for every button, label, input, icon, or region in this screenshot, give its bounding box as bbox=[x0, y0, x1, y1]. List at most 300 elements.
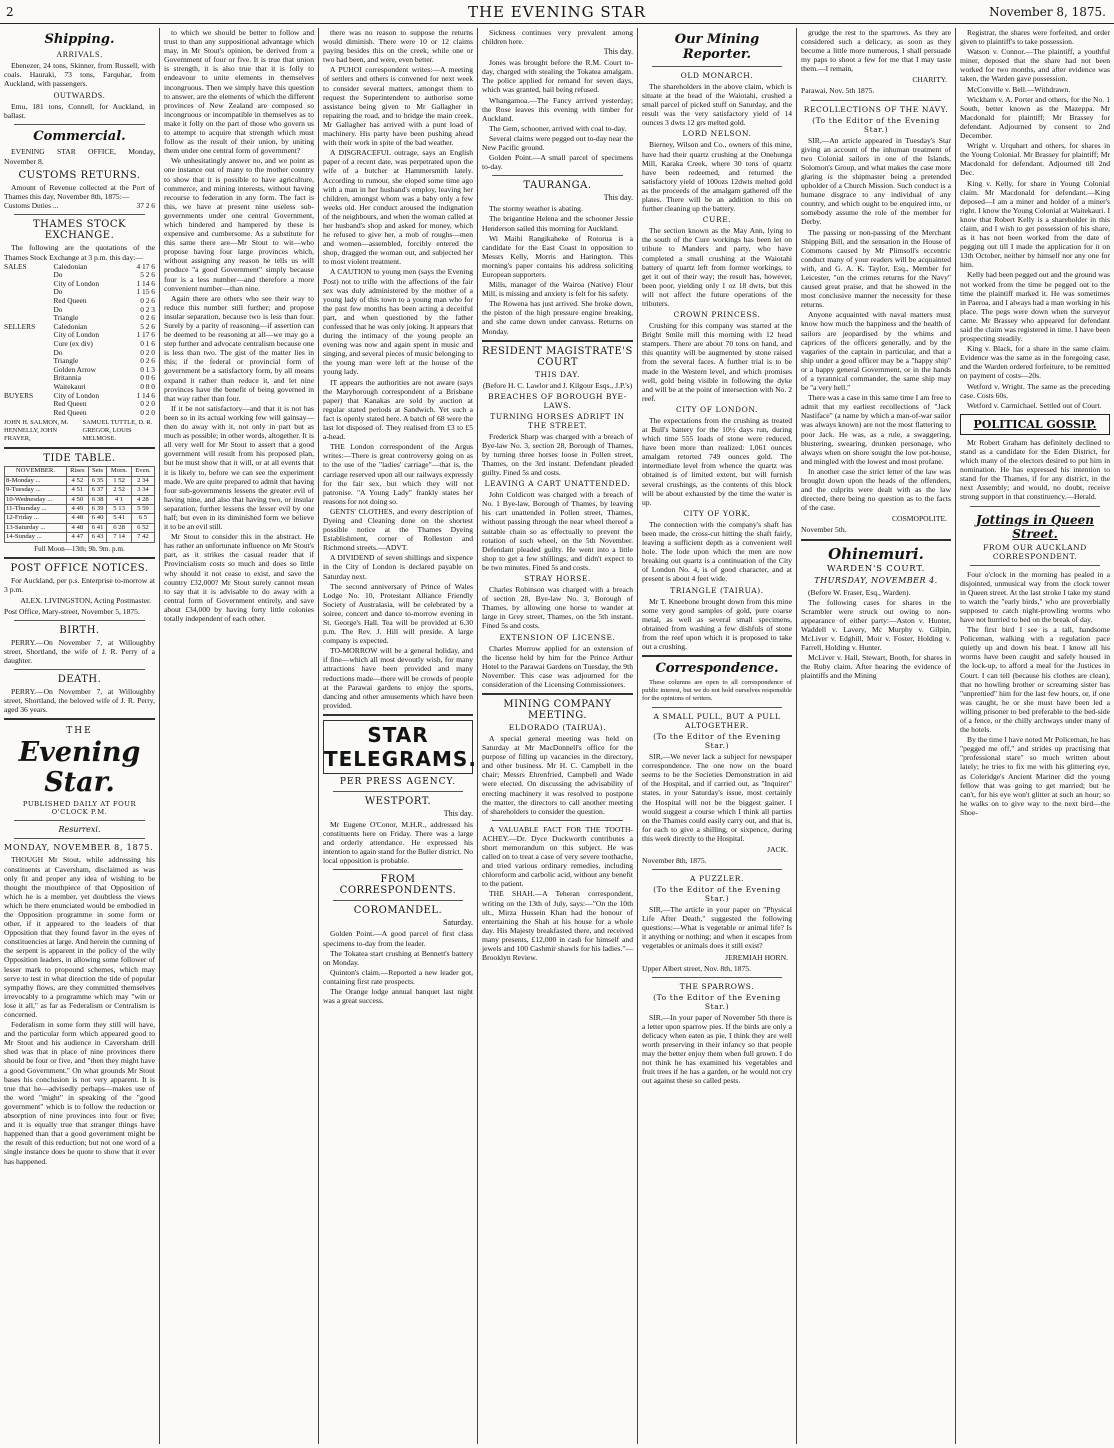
letter-signature: COSMOPOLITE. bbox=[891, 514, 947, 524]
leader-paragraph: to which we should be better to follow and trust to than any suppositional advantage which may, in Mr Stout's opinion, be derived from a Government of four or five. It is true that union is strength, it is also true that it is folly to endeavour to unite elements in themselves incongruous. Then we simply have this question to answer, are the elements of which the different provinces of New Zealand are composed so incongruous or incompatible in themselves as to make it folly on the part of those who govern us to attempt to acquire that strength which must follow as the result of their union, by uniting them under one central form of government? bbox=[164, 28, 314, 156]
exchange-price: 1 17 6 bbox=[136, 330, 155, 340]
ohinemuri-heading: Ohinemuri. bbox=[828, 544, 924, 563]
tide-cell: 6 40 bbox=[88, 514, 106, 523]
exchange-name: Caledonian bbox=[53, 321, 88, 331]
tide-cell: 5 59 bbox=[131, 504, 154, 513]
court-subheading: EXTENSION OF LICENSE. bbox=[499, 632, 616, 642]
tide-cell: 6 52 bbox=[131, 523, 154, 532]
divider bbox=[333, 791, 463, 792]
letter-text: Anyone acquainted with naval matters must know how much the happiness and the health of sailors are jeopardised by the whims and caprices of the officers generally, and by the vagaries of the captain in particular, and that a ship under a good officer may be a "happy ship" or a happy general Government, or in the hands of a tyrannical commander, the same ship may be "a very hell." bbox=[801, 310, 951, 393]
mine-report: The shareholders in the above claim, which is situate at the head of the Waiotahi, crushed a small parcel of picked stuff on Saturday, and the result was the very satisfactory yield of 14 ounces 3 dwts 12 grs melted gold. bbox=[642, 82, 792, 128]
divider bbox=[652, 707, 782, 708]
westport-date: This day. bbox=[443, 808, 473, 818]
table-row bbox=[4, 340, 155, 349]
page-number: 2 bbox=[6, 5, 14, 19]
exchange-group bbox=[4, 400, 53, 409]
tide-day: 14-Sunday ... bbox=[5, 533, 67, 542]
outwards-label: OUTWARDS. bbox=[53, 91, 106, 101]
divider bbox=[323, 714, 473, 716]
exchange-group bbox=[4, 374, 53, 383]
news-paragraph: IT appears the authorities are not aware (says the Maryborough correspondent of a Brisbane paper) that Kanakas are sold by auction at regular stated periods at Sandwich. Yet such a fact is openly stated here. A batch of 68 were the last lot disposed of. They realised from £3 to £5 a-head. bbox=[323, 377, 473, 442]
exchange-group: BUYERS bbox=[4, 390, 34, 400]
news-paragraph: A DIVIDEND of seven shillings and sixpence in the City of London is declared payable on Saturday next. bbox=[323, 553, 473, 581]
letter-signature: JEREMIAH HORN. bbox=[725, 952, 788, 962]
column-5 bbox=[637, 28, 796, 1444]
divider bbox=[333, 869, 463, 870]
tide-cell: 2 34 bbox=[131, 476, 154, 485]
letter-place: Upper Albert street, Nov. 8th, 1875. bbox=[642, 963, 751, 973]
court-subheading: TURNING HORSES ADRIFT IN THE STREET. bbox=[490, 411, 625, 430]
tide-header-row bbox=[5, 467, 155, 476]
tide-day: 11-Thursday ... bbox=[5, 504, 67, 513]
divider bbox=[14, 669, 145, 670]
news-paragraph: Jones was brought before the R.M. Court to-day, charged with stealing the Tokatea amalgam. The police applied for remand for seven days, which was granted, bail being refused. bbox=[482, 58, 633, 95]
table-row bbox=[5, 514, 155, 523]
officers-left: JOHN H. SALMON, M. HENNELLY, JOHN FRAYER, bbox=[4, 419, 69, 443]
court-text: King v. Kelly, for share in Young Colonial claim. Mr Macdonald for defendant.—King deposed—I am a miner and holder of a miner's right. I know the Young Colonial at Waitekauri. I know that Robert Kelly is a shareholder in this claim, and I wish to get possession of his share, as it has not been worked from the date of pegging out till I made the application for it on 13th October, neither by himself nor any one for him. bbox=[960, 178, 1110, 270]
arrivals-text: Ebenezer, 24 tons, Skinner, from Russell, with coals. Hauraki, 73 tons, Farquhar, from Auckland, with passengers. bbox=[4, 61, 155, 89]
mine-report: The section known as the May Ann, lying to the south of the Cure workings has been let on tribute to Manders and party, who have completed a small crushing at the Waiotahi battery of quartz left from former workings, to get it out of their way; the result has, however, been poor, yielding only 1 oz 18 dwts, but this will not affect the future operations of the tributers. bbox=[642, 226, 792, 308]
paper-title: THE EVENING STAR bbox=[467, 3, 647, 21]
leader-paragraph: Mr Stout to consider this in the abstract. He has rather an unfortunate influence on Mr Stout's part, as it strikes the casual reader that if Provincialism costs so much and does so little why should it not cease to exist, and save the country £32,000? Mr Stout surely cannot mean to say that it is advisable to do away with a central form of Government entirely, and save about £34,000 by having forty little colonies totally independent of each other. bbox=[164, 532, 314, 623]
toothache-text: A VALUABLE FACT FOR THE TOOTH-ACHEY.—Dr. Dyce Duckworth contributes a short memorandum on this subject. He was called on to treat a case of very severe toothache, and tried various ordinary remedies, including chloroform and carbolic acid, without any benefit to the patient. bbox=[482, 824, 633, 889]
tauranga-paragraph: Wi Maihi Rangikaheke of Rotorua is a candidate for the East Coast in opposition to Messrs Kelly, Morris and Harington. This morning's paper contains his address soliciting European supporters. bbox=[482, 233, 633, 279]
exchange-group bbox=[4, 306, 53, 315]
jottings-heading: Jottings in Queen Street. bbox=[975, 512, 1094, 541]
tide-cell: 4 51 bbox=[66, 486, 88, 495]
tide-cell: 4 48 bbox=[66, 523, 88, 532]
tide-cell: 5 13 bbox=[107, 504, 132, 513]
mine-report: The expectations from the crushing as treated at Bull's battery for the 10½ days run, during which time 555 loads of stone were reduced, have been more than realized: 1,061 ounces amalgam retorted 749 ounces gold. The intermediate level from whence the quartz was obtained is of limited extent, but will furnish several crushings, as the contents of this block will be about exhausted by the time the water is up. bbox=[642, 415, 792, 507]
news-paragraph: TO-MORROW will be a general holiday, and if fine—which all most devoutly wish, for many attractions have been provided and many reductions made—there will be crowds of people at the Parawai gardens to enjoy the sports, dancing and other amusements which have been provided. bbox=[323, 646, 473, 710]
political-gossip-heading: POLITICAL GOSSIP. bbox=[960, 414, 1110, 435]
court-text: Wickham v. A. Porter and others, for the No. 1 South, better known as the Mazeppa. Mr Macdonald for plaintiff; Mr Brassey for defendant. Adjourned by consent to 2nd December. bbox=[960, 94, 1110, 141]
letter-date: November 5th. bbox=[801, 525, 847, 535]
tide-heading: TIDE TABLE. bbox=[43, 453, 116, 465]
tide-cell: 4 50 bbox=[66, 495, 88, 504]
tide-day: 10-Wednesday ... bbox=[5, 495, 67, 504]
letter-place: Parawai, Nov. 5th 1875. bbox=[801, 86, 875, 96]
exchange-group bbox=[4, 271, 53, 280]
column-header: NOVEMBER. bbox=[5, 467, 67, 476]
column-header: Rises bbox=[66, 467, 88, 476]
news-paragraph: Golden Point.—A small parcel of specimens to-day. bbox=[482, 153, 633, 172]
exchange-group bbox=[4, 409, 53, 418]
outwards-text: Emu, 181 tons, Connell, for Auckland, in ballast. bbox=[4, 102, 155, 121]
tide-cell: 3 34 bbox=[131, 486, 154, 495]
exchange-name: Red Queen bbox=[53, 399, 87, 409]
exchange-price: 0 2 0 bbox=[140, 399, 155, 409]
divider bbox=[492, 820, 623, 821]
letter-text: SIR,—We never lack a subject for newspaper correspondence. The one now on the board seems to be the Societies Demonstration in aid of the Hospital, and if carried out, as "Inquirer" states, in your Saturday's issue, most certainly the Hospital will not be the biggest gainer. I would suggest a course which I think all parties on the Thames could easily carry out, and that is, for each to give a shilling, or sixpence, during this week directly to the Hospital. bbox=[642, 752, 792, 843]
tauranga-paragraph: The stormy weather is abating. bbox=[489, 204, 583, 214]
exchange-group bbox=[4, 340, 53, 349]
tide-cell: 1 52 bbox=[107, 476, 132, 485]
telegrams-heading: STAR TELEGRAMS. bbox=[323, 720, 473, 774]
divider bbox=[970, 506, 1100, 507]
exchange-name: City of London bbox=[53, 278, 100, 288]
tide-cell: 4 1 bbox=[107, 495, 132, 504]
jottings-paragraph: The first bird I see is a tall, handsome Policeman, walking with a regulation pace quietly up and down his beat. I know all his worms have been caught and safely housed in the lock-up, to afford a meal for the Justices in Court. I can tell (because his clothes are clean), that no howling brother or screaming sister has "unprettied" him for the last few hours, or, if one was caught, he or she must have been led a willing prisoner to bed preferable to the bed-side of a fence, or the chilly archways under many of the hotels. bbox=[960, 625, 1110, 735]
page-masthead bbox=[0, 0, 1114, 24]
exchange-price: 5 2 6 bbox=[140, 321, 155, 331]
tide-day: 13-Saturday ... bbox=[5, 523, 67, 532]
post-office-heading: POST OFFICE NOTICES. bbox=[10, 562, 149, 574]
divider bbox=[642, 655, 792, 657]
table-row bbox=[4, 409, 155, 418]
letter-text: grudge the rest to the sparrows. As they are considered such a delicacy, as soon as they become a little more numerous, I shall persuade my paps to shoot a few for me that I may taste them.—I remain, bbox=[801, 28, 951, 74]
court-date: THIS DAY. bbox=[535, 369, 580, 379]
table-row bbox=[4, 280, 155, 289]
issue-day: MONDAY, NOVEMBER 8, 1875. bbox=[4, 843, 154, 853]
column-6 bbox=[796, 28, 955, 1444]
letter-text: SIR,—The article in your paper on "Physical Life After Death," suggested the following questions:—What is vegetable or animal life? Is it anything or nothing; and when it escapes from vegetables or animals does it still exist? bbox=[642, 905, 792, 951]
tauranga-paragraph: Mills, manager of the Wairoa (Native) Flour Mill, is missing and anxiety is felt for his safety. bbox=[482, 280, 633, 299]
exchange-name: Waitekauri bbox=[53, 381, 86, 391]
court-text: Watson v. Connor.—The plaintiff, a youthful miner, deposed that the share had not been worked for two months, and after evidence was taken, the Warden gave possession. bbox=[960, 47, 1110, 84]
letter-to-editor: (To the Editor of the Evening Star.) bbox=[812, 115, 940, 134]
westport-text: Mr Eugene O'Conor, M.H.R., addressed his constituents here on Friday. There was a large and orderly attendance. He expressed his intention to again stand for the Buller district. No local opposition is probable. bbox=[323, 819, 473, 866]
issue-date: November 8, 1875. bbox=[989, 5, 1106, 19]
mine-heading: OLD MONARCH. bbox=[680, 71, 754, 80]
exchange-price: 4 17 6 bbox=[136, 261, 155, 271]
exchange-name: Do bbox=[53, 270, 63, 280]
exchange-name: Do bbox=[53, 347, 63, 357]
exchange-name: City of London bbox=[53, 390, 100, 400]
exchange-group bbox=[4, 280, 53, 289]
tide-cell: 6 5 bbox=[131, 514, 154, 523]
customs-row-label: Customs Duties ... bbox=[4, 200, 59, 210]
mine-heading: CITY OF YORK. bbox=[683, 508, 751, 518]
divider bbox=[14, 838, 145, 839]
divider bbox=[14, 214, 145, 215]
exchange-table bbox=[4, 263, 155, 418]
letter-to-editor: (To the Editor of the Evening Star.) bbox=[653, 885, 781, 904]
tide-cell: 7 14 bbox=[107, 533, 132, 542]
eldorado-subheading: ELDORADO (TAIRUA). bbox=[508, 722, 607, 732]
tide-day: 12-Friday ... bbox=[5, 514, 67, 523]
death-heading: DEATH. bbox=[57, 674, 102, 686]
mining-meeting-text: A special general meeting was held on Saturday at Mr MacDonnell's office for the purpose of filling up vacancies in the directory, and other business. Mr H. C. Campbell in the chair; Messrs Ehrenfried, Campbell and Wade were elected. On discussing the advisability of erecting machinery it was resolved to postpone the matter, the directors to call another meeting of shareholders to consider the question. bbox=[482, 733, 633, 816]
exchange-price: 1 14 6 bbox=[136, 278, 155, 288]
letter-text: SIR,—An article appeared in Tuesday's Star giving an account of the inhuman treatment of two Colonial sailors in one of the Islands, Solomon's Group, and what makes the case more glaring is the shipmaster being a pretended upholder of a Church Mission. Such conduct is a humane disgrace to any individual of any country, and which ought to be enquired into, or somebody assume the role of the member for Derby. bbox=[801, 135, 951, 227]
coromandel-paragraph: The Orange lodge annual banquet last night was a great success. bbox=[323, 986, 473, 1006]
divider bbox=[482, 693, 633, 695]
mine-report: The connection with the company's shaft has been made, the cross-cut hitting the shaft fairly, leaving a sufficient depth as a convenient well hole. The lode upon which the men are now breaking out quartz is a continuation of the City of London No. 4, is of good character, and at present is about 4 feet wide. bbox=[642, 519, 792, 584]
office-line: EVENING STAR OFFICE, Monday, November 8. bbox=[4, 147, 155, 166]
jottings-paragraph: Four o'clock in the morning has pealed in a disjointed, unmusical way from the clock tower in Queen street. At the last stroke I take my stand to watch the "early birds," who are proverbially supposed to catch night-prowling worms who have not hurried to bed on the break of day. bbox=[960, 569, 1110, 624]
column-1 bbox=[0, 28, 159, 1444]
tauranga-heading: TAURANGA. bbox=[523, 180, 592, 192]
mine-heading: TRIANGLE (TAIRUA). bbox=[670, 585, 764, 595]
court-text: Charles Robinson was charged with a breach of section 28, Bye-law No. 3, Borough of Thames, by allowing one horse to wander at large in Grey street, Thames, on the 5th instant. Fined 5s and costs. bbox=[482, 585, 633, 631]
news-paragraph: GENTS' CLOTHES, and every description of Dyeing and Cleaning done on the shortest possible notice at the Thames Dyeing Establishment, corner of Rolleston and Richmond streets.—ADVT. bbox=[323, 506, 473, 553]
warden-court-date: THURSDAY, NOVEMBER 4. bbox=[814, 575, 938, 585]
court-text: Kelly had been pegged out and the ground was not worked from the time he pegged out to the time the plaintiff marked it. He was sometimes in Paeroa, and I always had a man working in his place. The pegs were down when the surveyor came. Mr Brassey who appeared for defendant said the claim was registered in time. I have been prospecting steadily. bbox=[960, 270, 1110, 344]
divider bbox=[811, 100, 941, 101]
divider bbox=[482, 340, 633, 342]
exchange-name: Red Queen bbox=[53, 296, 87, 305]
letter-text: SIR,—In your paper of November 5th there is a letter upon sparrow pies. If the birds are only a delicacy when eaten as pie, I think they are well worth preserving in their infancy so that people may the better enjoy them when full grown. I do not think he has examined his vegetables and fruit trees if he has a garden, or he would not cry out against these so called pests. bbox=[642, 1012, 792, 1086]
letter-heading: A PUZZLER. bbox=[690, 874, 744, 884]
mine-report: Bierney, Wilson and Co., owners of this mine, have had their quartz crushing at the Onehunga Mill, Karaka Creek, where 30 tons of quartz have been redeemed, and returned the satisfactory yield of 100ozs 12dwts melted gold as the proceeds of the amalgam gathered off the plates. There will be an addition to this on further cleaning up the battery. bbox=[642, 140, 792, 214]
customs-row bbox=[4, 202, 155, 211]
divider bbox=[14, 620, 145, 621]
divider bbox=[4, 718, 155, 720]
post-office-text: For Auckland, per p.s. Enterprise to-morrow at 3 p.m. bbox=[4, 575, 155, 594]
leader-paragraph: If it be not satisfactory—and that it is not has been so in its actual working few will gainsay—then do away with it, not only in part but as much as possible; in other words, altogether. It is all very well for Mr Stout to assert that a good government will result from his proposed plan, but he must show that it will, or at all events that it is likely to, before we can see the experiment made. We are quite prepared to admit that having four sub-governments lessens the greater evil of having nine, and also that having two, or insular separation, further lessens the lesser evil by one half; but even in its diminished form we believe it to be an evil still. bbox=[164, 403, 314, 532]
divider bbox=[333, 900, 463, 901]
from-correspondents-heading: FROM CORRESPONDENTS. bbox=[339, 874, 457, 897]
court-text: McConville v. Bell.—Withdrawn. bbox=[967, 84, 1071, 94]
post-office-place: Post Office, Mary-street, November 5, 1875. bbox=[4, 606, 140, 616]
news-paragraph: Whangamoa.—The Fancy arrived yesterday; the Rose leaves this evening with timber for Auckland. bbox=[482, 95, 633, 123]
customs-text: Amount of Revenue collected at the Port of Thames this day, November 8th, 1875:— bbox=[4, 182, 155, 201]
westport-heading: WESTPORT. bbox=[364, 795, 432, 807]
court-bench: (Before H. C. Lawlor and J. Kilgour Esqs., J.P.'s) bbox=[482, 380, 633, 390]
mine-heading: CROWN PRINCESS. bbox=[673, 310, 761, 320]
tide-cell: 4 52 bbox=[66, 476, 88, 485]
tauranga-date: This day. bbox=[603, 193, 633, 203]
exchange-price: 0 2 6 bbox=[140, 296, 155, 305]
dateline: This day. bbox=[603, 47, 633, 57]
arrivals-label: ARRIVALS. bbox=[56, 50, 103, 59]
customs-heading: CUSTOMS RETURNS. bbox=[18, 169, 141, 181]
table-row bbox=[5, 495, 155, 504]
tide-cell: 2 52 bbox=[107, 486, 132, 495]
tide-day: 9-Tuesday ... bbox=[5, 486, 67, 495]
letter-signature: CHARITY. bbox=[912, 75, 947, 85]
tide-cell: 6 28 bbox=[107, 523, 132, 532]
exchange-group bbox=[4, 297, 53, 306]
coromandel-paragraph: Quinton's claim.—Reported a new leader got, containing first rate prospects. bbox=[323, 967, 473, 986]
exchange-group bbox=[4, 331, 53, 340]
exchange-name: Triangle bbox=[53, 313, 79, 323]
leader-paragraph: Federalism in some form they still will have, and the particular form which appeared good to Mr Stout and his audience in Caversham drill shed was that in place of nine provinces there should be four or five, and "then they might have a good Government." On what grounds Mr Stout bases his conclusion is not very apparent. It is true that he—advisedly perhaps—makes use of the word "might" in speaking of the "good government" which is to follow the reduction or absorption of nine provinces into four or five; and it is equally true that stranger things have happened than that a good government might be the result of this reduction; but not one word of a single instance does he quote to show that it ever has happened. bbox=[4, 1020, 155, 1166]
officers-right: SAMUEL TUTTLE, D. R. GREGOR, LOUIS MELMOSE. bbox=[82, 419, 153, 443]
masthead-the: THE bbox=[66, 726, 93, 737]
customs-table bbox=[4, 202, 155, 211]
tide-cell: 4 49 bbox=[66, 504, 88, 513]
exchange-price: 1 15 6 bbox=[136, 287, 155, 297]
letter-text: The passing or non-passing of the Merchant Shipping Bill, and the sensation in the House of Commons caused by Mr Plimsoll's eccentric conduct many of your readers will be acquainted with, and G. A. K. Taylor, Esq., Member for Leicester, "on the crimes returns for the Navy" caused great praise, and that he showed in the most conclusive manner the necessity for these returns. bbox=[801, 227, 951, 310]
exchange-name: Cure (ex div) bbox=[53, 338, 93, 348]
exchange-group bbox=[4, 357, 53, 366]
table-row bbox=[5, 533, 155, 542]
column-2 bbox=[159, 28, 318, 1444]
tide-day: 8-Monday ... bbox=[5, 476, 67, 485]
shipping-heading: Shipping. bbox=[44, 32, 115, 47]
tide-cell: 6 43 bbox=[88, 533, 106, 542]
birth-heading: BIRTH. bbox=[59, 624, 100, 636]
news-paragraph: THE London correspondent of the Argus writes:—There is great controversy going on as to the use of the "ladies' carriage"—that is, the carriage reserved upon all our railways expressly for the fair sex, but which they will not patronise. "A Young Lady" frankly states her reasons for not doing so. bbox=[323, 442, 473, 506]
exchange-heading: THAMES STOCK EXCHANGE. bbox=[32, 219, 127, 242]
table-row bbox=[5, 504, 155, 513]
exchange-price: 0 0 6 bbox=[140, 373, 155, 383]
court-text: King v. Black, for a share in the same claim. Evidence was the same as in the foregoing case, and the Warden ordered forfeiture, to be remitted on payment of costs—20s. bbox=[960, 344, 1110, 381]
exchange-name: Triangle bbox=[53, 356, 79, 366]
news-paragraph: A CAUTION to young men (says the Evening Post) not to trifle with the affections of the fair sex was duly administered by the mother of a young lady of this town to a young man who for the past few months has been acting a deceitful part, and when questioned by the father confessed that he was only joking. It appears that during the intimacy of the young people an evening was now and again spent in music and singing, and several pieces of music belonging to the young man were left at the house of the young lady. bbox=[323, 267, 473, 377]
column-header: Even. bbox=[131, 467, 154, 476]
exchange-name: Do bbox=[53, 304, 63, 314]
political-gossip-text: Mr Robert Graham has definitely declined to stand as a candidate for the Eden District, for which many of the electors desired to put him in nomination. He has expressed his intention to stand for the Thames, if for any district, in the next Assembly; and would, no doubt, receive strong support in that constituency.—Herald. bbox=[960, 437, 1110, 502]
exchange-price: 0 8 0 bbox=[140, 381, 155, 391]
news-paragraph: Several claims were pegged out to-day near the New Pacific ground. bbox=[482, 133, 634, 153]
divider bbox=[652, 66, 782, 67]
leader-paragraph: Again there are others who see their way to reduce this number still further; and propose insular separation, because two is less than four. Surely by a parity of reasoning—if assertion can be deemed to be reasoning at all—we may go a step further and advocate centralism because one is less than two. The gist of the matter lies in this; if the federal or provincial form of government be a satisfactory form, by all means expand it rather than reduce it, and let nine provinces have the benefit of being governed in that way rather than four. bbox=[164, 293, 314, 403]
court-subheading: STRAY HORSE. bbox=[524, 574, 591, 584]
court-text: Wright v. Urquhart and others, for shares in the Young Colonial. Mr Brassey for plaintiff; Mr Macdonald for defendant. Adjourned till 2nd Dec. bbox=[960, 141, 1110, 178]
divider bbox=[652, 977, 782, 978]
mine-heading: CITY OF LONDON. bbox=[675, 404, 759, 414]
court-text: Charles Morrow applied for an extension of the license held by him for the Prince Arthur Hotel to the Parawai Gardens on Tuesday, the 9th November. This case was adjourned for the consideration of the Licensing Commissioners. bbox=[482, 643, 633, 689]
death-text: PERRY.—On November 7, at Willoughby street, Shortland, the beloved wife of J. R. Perry, aged 36 years. bbox=[4, 687, 155, 715]
mine-report: Crushing for this company was started at the Bright Smile mill this morning with 12 head stampers. There are about 70 tons on hand, and this quantity will be augmented by stone raised from the several faces. A further trial is to be made in the Western level, and which promises well, gold being visible in following the dyke and will be at the point of intersection with No. 2 reef. bbox=[642, 321, 792, 403]
exchange-price: 0 2 0 bbox=[140, 407, 155, 417]
table-row bbox=[4, 297, 155, 306]
news-paragraph: The Gem, schooner, arrived with coal to-day. bbox=[489, 123, 627, 133]
mining-reporter-heading: Our Mining Reporter. bbox=[674, 32, 760, 62]
shah-text: THE SHAH.—A Teheran correspondent, writing on the 13th of July, says:—"On the 10th ult., Mirza Hussein Khan had the honour of entertaining the Shah at his house for a whole day. His Majesty breakfasted there, and received many presents, £12,000 in cash for himself and jewels and 100 Cashmir shawls for his ladies."—Brooklyn Review. bbox=[482, 889, 633, 963]
court-subheading: LEAVING A CART UNATTENDED. bbox=[484, 479, 631, 489]
divider bbox=[652, 869, 782, 870]
exchange-price: 0 2 6 bbox=[140, 356, 155, 366]
exchange-price: 5 2 6 bbox=[140, 270, 155, 280]
court-text: John Coldicott was charged with a breach of No. 1 Bye-law, Borough of Thames, by leaving his cart unattended in Pollen street, Thames, without passing through the near wheel thereof a suitable chain so as effectually to prevent the rotation of such wheel, on the 5th November. Defendant pleaded guilty. He went into a little shop to get a few shillings, and didn't expect to be two minutes. Fined 5s and costs. bbox=[482, 490, 633, 572]
coromandel-date: Saturday. bbox=[443, 918, 473, 928]
table-row bbox=[5, 523, 155, 532]
jottings-paragraph: By the time I have noted Mr Policeman, he has "pegged me off," and strides up practising that "professional stare" so much written about lately; he tries to fix me with his glittering eye, as Coleridge's Ancient Mariner did the young fellow that was going to get married; but he can't, for his eye won't glitter at such an hour; so he walks on to give way to the next bird—the Shoe- bbox=[960, 735, 1110, 817]
exchange-group: SELLERS bbox=[4, 321, 36, 331]
tauranga-paragraph: The brigantine Helena and the schooner Jessie Henderson sailed this morning for Auckland. bbox=[482, 214, 633, 233]
motto: Resurrexi. bbox=[58, 825, 101, 835]
court-text: (Before W. Fraser, Esq., Warden). bbox=[808, 587, 911, 597]
court-text: Registrar, the shares were forfeited, and order given to plaintiff's to take possession. bbox=[960, 28, 1110, 47]
exchange-name: City of London bbox=[53, 330, 100, 340]
letter-heading: A SMALL PULL, BUT A PULL ALTOGETHER. bbox=[653, 712, 781, 731]
tide-cell: 6 35 bbox=[88, 476, 106, 485]
court-subheading: BREACHES OF BOROUGH BYE-LAWS. bbox=[488, 391, 627, 410]
tauranga-paragraph: The Rowena has just arrived. She broke down, the piston of the high pressure engine breaking, and she came down under canvass. Returns on Monday. bbox=[482, 299, 633, 336]
divider bbox=[970, 565, 1100, 566]
exchange-price: 0 1 3 bbox=[140, 364, 155, 374]
exchange-name: Britannia bbox=[53, 373, 81, 383]
column-4 bbox=[477, 28, 637, 1444]
tide-cell: 4 28 bbox=[131, 495, 154, 504]
coromandel-paragraph: Golden Point.—A good parcel of first class specimens to-day from the leader. bbox=[323, 929, 473, 948]
letter-heading: THE SPARROWS. bbox=[679, 981, 755, 991]
tide-cell: 6 37 bbox=[88, 486, 106, 495]
court-text: The following cases for shares in the Scrambler were struck out owing to non-appearance of either party:—Aston v. Hunter, Waddell v. Lavery, Mc Murphy v. Gilpin, McLiver v. Edghill, Moir v. Foster, Holding v. Farrell, Holding v. Hunter. bbox=[801, 597, 951, 653]
letter-date: November 8th, 1875. bbox=[642, 856, 707, 865]
exchange-name: Do bbox=[53, 287, 63, 297]
column-header: Morn. bbox=[107, 467, 132, 476]
exchange-price: 1 14 6 bbox=[136, 390, 155, 400]
tide-cell: 4 47 bbox=[66, 533, 88, 542]
tide-cell: 5 41 bbox=[107, 514, 132, 523]
exchange-intro: The following are the quotations of the Thames Stock Exchange at 3 p.m. this day:— bbox=[4, 243, 155, 262]
exchange-price: 0 2 6 bbox=[140, 313, 155, 323]
court-text: McLiver v. Hall, Stewart, Booth, for shares in the Ruby claim. After hearing the evidence of plaintiffs and the Mining bbox=[801, 653, 951, 681]
court-text: Wetford v. Wright. The same as the preceding case. Costs 60s. bbox=[960, 381, 1110, 400]
letter-text: In another case the strict letter of the law was brought down upon the heads of the offenders, and the culprits were dealt with as the law directed, there being no question as to the facts of the case. bbox=[801, 466, 951, 513]
divider bbox=[14, 124, 145, 125]
mine-heading: CURE. bbox=[702, 215, 732, 225]
mining-meeting-heading: MINING COMPANY MEETING. bbox=[503, 698, 612, 721]
exchange-group bbox=[4, 366, 53, 375]
commercial-heading: Commercial. bbox=[33, 129, 126, 145]
exchange-group: SALES bbox=[4, 261, 27, 271]
post-office-signature: ALEX. LIVINGSTON, Acting Postmaster. bbox=[20, 595, 151, 605]
tide-cell: 6 39 bbox=[88, 504, 106, 513]
customs-row-value: 37 2 6 bbox=[136, 200, 155, 210]
tide-cell: 4 48 bbox=[66, 514, 88, 523]
press-agency-line: PER PRESS AGENCY. bbox=[339, 776, 457, 787]
correspondence-note: These columns are open to all correspondence of public interest, but we do not hold ourselves responsible for the opinions of writers. bbox=[642, 679, 792, 703]
exchange-officers bbox=[4, 419, 155, 443]
table-row bbox=[4, 263, 155, 272]
tide-table bbox=[4, 466, 155, 542]
court-text: Frederick Sharp was charged with a breach of Bye-law No. 3, section 28, Borough of Thames, by turning three horses loose in Pollen street, Thames, on the 3rd instant. Defendant pleaded guilty. Fined 5s and costs. bbox=[482, 431, 633, 478]
exchange-price: 0 1 6 bbox=[140, 338, 155, 348]
leader-paragraph: THOUGH Mr Stout, while addressing his constituents at Caversham, disclaimed as was only fit and proper any idea of wishing to be thought the mouthpiece of that Opposition of which he is a member, yet doubtless the views which he there enunciated would be embodied in the Opposition programme in some form or other, if it appeared to the leaders of that Opposition that they found favor in the eyes of constituencies at large. And herein the cunning of the serpent is apparent in the policy of the wily Opposition leaders, in allowing some follower of lesser mark to propound schemes, which may serve to test in what direction the tide of popular sympathy flows, are they committed themselves irrevocably to a programme which may "win or lose it all," as far as Federalism or Centralism is concerned. bbox=[4, 855, 155, 1019]
letter-text: There was a case in this same time I am free to admit that my earliest recollections of "Jack Nastiface" (a name by which a man-of-war sailor was always known) are not the most flattering to poor Jack. He was, as a rule, a swaggering, blustering, swearing, drunken personage, who always when on shore sought the low pot-house, and mingled with the lowest and most profane. bbox=[801, 393, 951, 466]
court-text: Wetford v. Carmichael. Settled out of Court. bbox=[967, 400, 1102, 410]
tide-cell: 6 41 bbox=[88, 523, 106, 532]
letter-signature: JACK. bbox=[767, 845, 788, 854]
news-paragraph: there was no reason to suppose the returns would diminish. There were 10 or 12 claims paying besides this on the creek, while one or two had been, and were, even better. bbox=[323, 28, 473, 65]
column-header: Sets bbox=[88, 467, 106, 476]
exchange-name: Golden Arrow bbox=[53, 364, 96, 374]
letter-to-editor: (To the Editor of the Evening Star.) bbox=[653, 732, 781, 751]
news-paragraph: A DISGRACEFUL outrage, says an English paper of a recent date, was perpetrated upon the wife of a butcher at Hammersmith lately. According to rumour, she eloped some time ago with a man in her husband's employ, leaving her children, amongst whom was a baby only a few weeks old. Her conduct aroused the indignation of the neighbours, and when the woman called at her husband's shop and asked for money, which he refused to give her, a mob of roughs—men and women—assembled, forcibly entered the shop, dragged the woman out, and subjected her to most violent treatment. bbox=[323, 148, 473, 267]
mine-report: Mr T. Kneebone brought down from this mine some very good samples of gold, pure coarse metal, as well as several small specimens, obtained from washing a few dishfuls of stone from the reef upon which it is proposed to take out a crushing. bbox=[642, 596, 792, 651]
exchange-name: Caledonian bbox=[53, 261, 88, 271]
published-line: PUBLISHED DAILY AT FOUR O'CLOCK P.M. bbox=[22, 800, 137, 817]
news-paragraph: The second anniversary of Prince of Wales Lodge No. 10, Protestant Alliance Friendly Society of Australasia, will be celebrated by a soiree, concert and dance to-morrow evening in St. George's Hall. Tea will be provided at 6.30 p.m. The Rev. J. Hill will preside. A large company is expected. bbox=[323, 581, 473, 646]
letter-heading: RECOLLECTIONS OF THE NAVY. bbox=[803, 104, 949, 114]
correspondence-heading: Correspondence. bbox=[655, 661, 779, 677]
table-row bbox=[5, 486, 155, 495]
mine-heading: LORD NELSON. bbox=[682, 129, 752, 139]
full-moon-note: Full Moon—13th; 9h. 9m. p.m. bbox=[34, 544, 125, 553]
coromandel-heading: COROMANDEL. bbox=[353, 905, 443, 917]
tide-cell: 7 42 bbox=[131, 533, 154, 542]
exchange-group bbox=[4, 349, 53, 358]
birth-text: PERRY.—On November 7, at Willoughby street, Shortland, the wife of J. R. Perry of a daughter. bbox=[4, 637, 155, 666]
exchange-price: 0 2 3 bbox=[140, 304, 155, 314]
exchange-price: 0 2 0 bbox=[140, 347, 155, 357]
column-3 bbox=[318, 28, 477, 1444]
news-paragraph: Sickness continues very prevalent among children here. bbox=[482, 28, 633, 47]
jottings-subheading: FROM OUR AUCKLAND CORRESPONDENT. bbox=[983, 542, 1087, 561]
column-7 bbox=[955, 28, 1114, 1444]
divider bbox=[4, 447, 155, 449]
table-row bbox=[4, 306, 155, 315]
divider bbox=[801, 539, 951, 541]
divider bbox=[492, 175, 623, 176]
exchange-group bbox=[4, 288, 53, 297]
coromandel-paragraph: The Tokatea start crushing at Bennett's battery on Monday. bbox=[323, 948, 473, 967]
court-heading: RESIDENT MAGISTRATE'S COURT bbox=[482, 345, 633, 368]
table-row bbox=[5, 476, 155, 485]
tide-cell: 6 38 bbox=[88, 495, 106, 504]
letter-to-editor: (To the Editor of the Evening Star.) bbox=[653, 992, 781, 1011]
exchange-name: Red Queen bbox=[53, 407, 87, 417]
table-row bbox=[4, 349, 155, 358]
leader-paragraph: We unhesitatingly answer no, and we point as one instance out of many to the mother country to show that it is possible to have agriculture, commerce, and mining interests, without having recourse to federation in any form. The fact is this, we have at present nine useless sub-governments under one central Government, which hindered and hampered by these is expensive and cumbersome. As a substitute for this same there are—Mr Stout to wit—who propose having four large provinces which, without assigning any reason he tells us will produce "a good Government" simply because four is a less number—and therefore a more convenient number—than nine. bbox=[164, 156, 314, 293]
divider bbox=[4, 557, 155, 559]
